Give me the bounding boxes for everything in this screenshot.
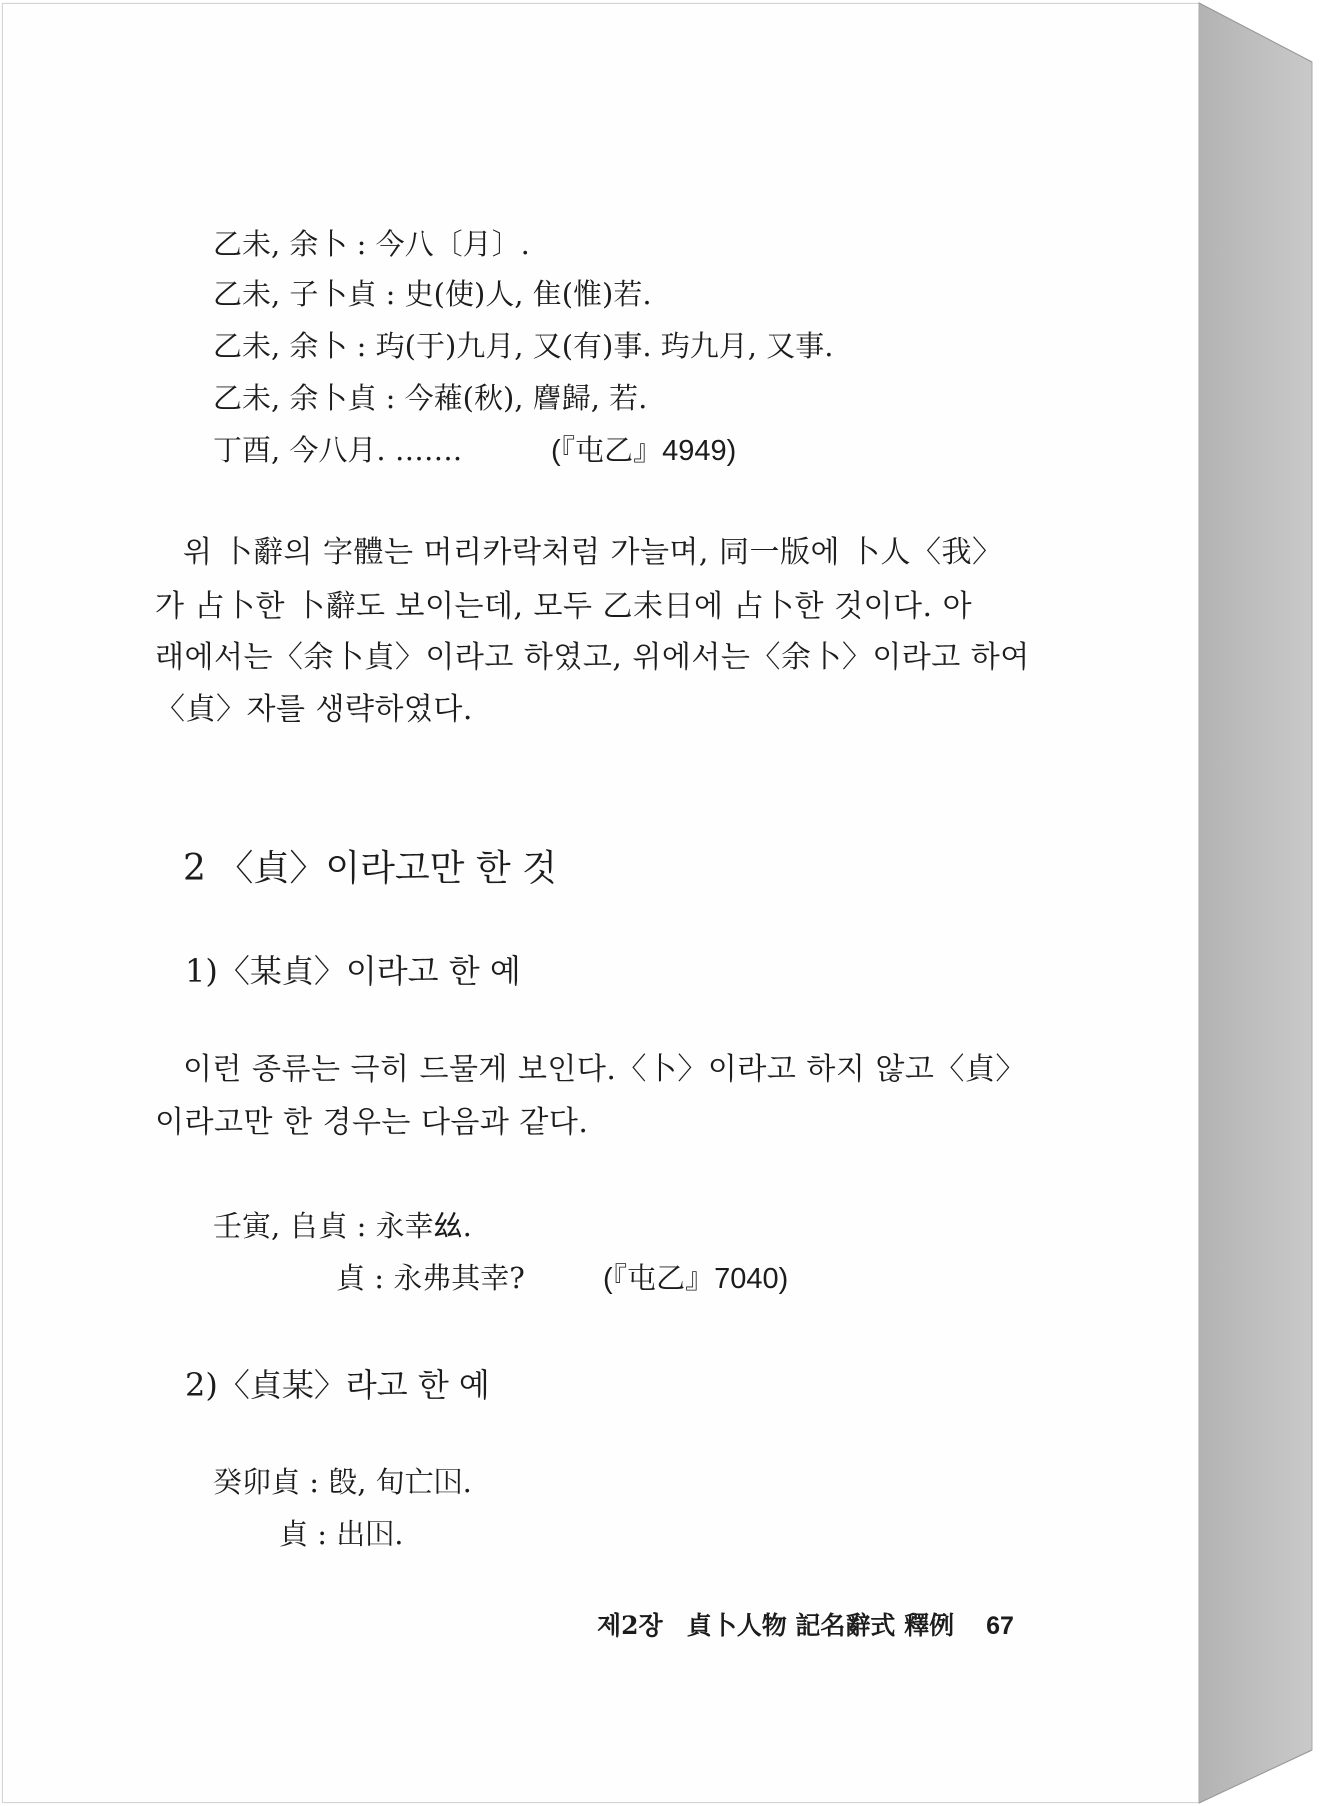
example-line: 乙未, 余卜 : 玙(于)九月, 又(有)事. 玙九月, 又事.: [213, 329, 834, 363]
source-citation: (『屯乙』7040): [603, 1263, 789, 1295]
source-citation: (『屯乙』4949): [551, 435, 737, 467]
page-number: 67: [986, 1612, 1014, 1640]
example-line: 癸卯貞 : 𣪘, 旬亡𡆥.: [213, 1465, 472, 1499]
paragraph-line: 〈貞〉자를 생략하였다.: [155, 692, 473, 727]
example-line: 乙未, 余卜 : 今八〔月〕.: [213, 227, 530, 261]
subsection-heading: 2)〈貞某〉라고 한 예: [185, 1366, 490, 1404]
paragraph-line: 래에서는〈余卜貞〉이라고 하였고, 위에서는〈余卜〉이라고 하여: [155, 640, 1030, 675]
example-line: 壬寅, 𠂤貞 : 永幸𢆶.: [213, 1209, 472, 1243]
book-page: [2, 3, 1200, 1803]
example-line: 貞 : 出𡆥.: [279, 1517, 404, 1551]
paragraph-line: 이라고만 한 경우는 다음과 같다.: [155, 1105, 589, 1140]
section-heading: 2 〈貞〉이라고만 한 것: [183, 848, 557, 889]
paragraph-line: 이런 종류는 극히 드물게 보인다.〈卜〉이라고 하지 않고〈貞〉: [183, 1052, 1026, 1087]
footer-title: 貞卜人物 記名辭式 釋例: [686, 1611, 955, 1640]
example-line: 丁酉, 今八月. …….: [213, 433, 463, 467]
example-line: 貞 : 永弗其幸?: [336, 1261, 525, 1295]
page-footer: [597, 1606, 1038, 1642]
example-line: 乙未, 子卜貞 : 史(使)人, 隹(惟)若.: [213, 277, 652, 311]
paragraph-line: 가 占卜한 卜辭도 보이는데, 모두 乙未日에 占卜한 것이다. 아: [155, 589, 973, 624]
subsection-heading: 1)〈某貞〉이라고 한 예: [185, 952, 521, 990]
footer-chapter: 제2장: [597, 1611, 663, 1640]
example-line: 乙未, 余卜貞 : 今䕌(秋), 𪊨歸, 若.: [213, 381, 648, 415]
paragraph-line: 위 卜辭의 字體는 머리카락처럼 가늘며, 同一版에 卜人〈我〉: [183, 535, 1003, 570]
